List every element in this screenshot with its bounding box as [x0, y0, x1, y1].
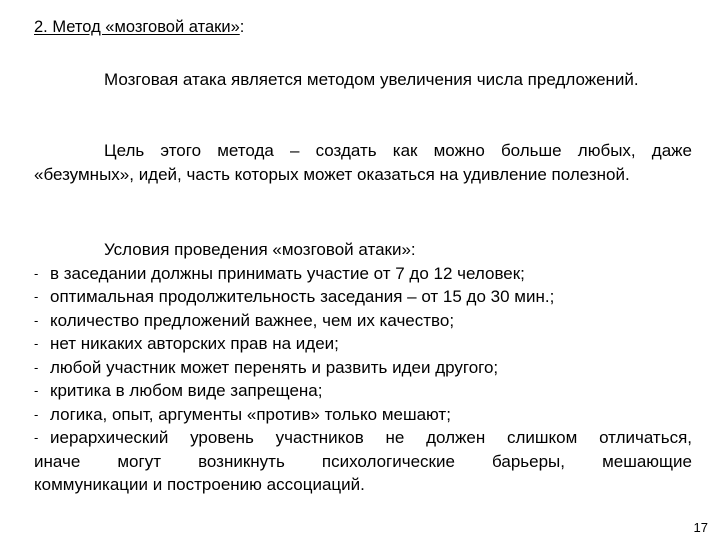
dash-bullet-icon: ‐	[34, 430, 39, 445]
list-item-text: в заседании должны принимать участие от 7 до 12 человек;	[50, 263, 525, 283]
list-item-text: логика, опыт, аргументы «против» только мешают;	[50, 404, 451, 424]
list-item-text: критика в любом виде запрещена;	[50, 381, 323, 400]
page-number: 17	[693, 520, 708, 535]
list-item-text: оптимальная продолжительность заседания – от 15 до 30 мин.;	[50, 287, 555, 306]
dash-bullet-icon: ‐	[34, 406, 39, 422]
paragraph-goal	[34, 139, 692, 186]
list-item-text: коммуникации и построению ассоциаций.	[34, 475, 365, 494]
dash-bullet-icon: ‐	[34, 383, 39, 398]
list-item-text: иначе могут возникнуть психологические барьеры, мешающие	[34, 451, 692, 471]
conditions-list	[34, 238, 692, 497]
list-item	[34, 356, 692, 380]
list-item-last-line3	[34, 473, 692, 497]
list-item-text: иерархический уровень участников не должен слишком отличаться,	[50, 428, 692, 447]
conditions-lead-text: Условия проведения «мозговой атаки»:	[104, 240, 416, 259]
list-item	[34, 309, 692, 333]
list-item	[34, 403, 692, 427]
section-heading-colon: :	[239, 18, 245, 36]
list-item	[34, 332, 692, 356]
paragraph-definition-text: Мозговая атака является методом увеличения числа предложений.	[104, 70, 639, 89]
dash-bullet-icon: ‐	[34, 289, 39, 304]
list-item-text: количество предложений важнее, чем их качество;	[50, 310, 455, 330]
list-item	[34, 285, 692, 309]
dash-bullet-icon: ‐	[34, 336, 39, 351]
dash-bullet-icon: ‐	[34, 265, 39, 281]
list-item-last-line2	[34, 450, 692, 474]
list-item-text: любой участник может перенять и развить идеи другого;	[50, 357, 499, 377]
dash-bullet-icon: ‐	[34, 312, 39, 328]
paragraph-definition	[34, 68, 692, 92]
dash-bullet-icon: ‐	[34, 359, 39, 375]
list-item	[34, 379, 692, 403]
section-heading	[34, 16, 244, 38]
section-heading-title: 2. Метод «мозговой атаки»	[34, 18, 240, 36]
paragraph-goal-text: Цель этого метода – создать как можно больше любых, даже «безумных», идей, часть которых может оказаться на удивление полезной.	[34, 141, 692, 184]
list-item	[34, 262, 692, 286]
list-item-text: нет никаких авторских прав на идеи;	[50, 334, 339, 353]
conditions-lead	[34, 238, 692, 262]
list-item-last-line1	[34, 426, 692, 450]
